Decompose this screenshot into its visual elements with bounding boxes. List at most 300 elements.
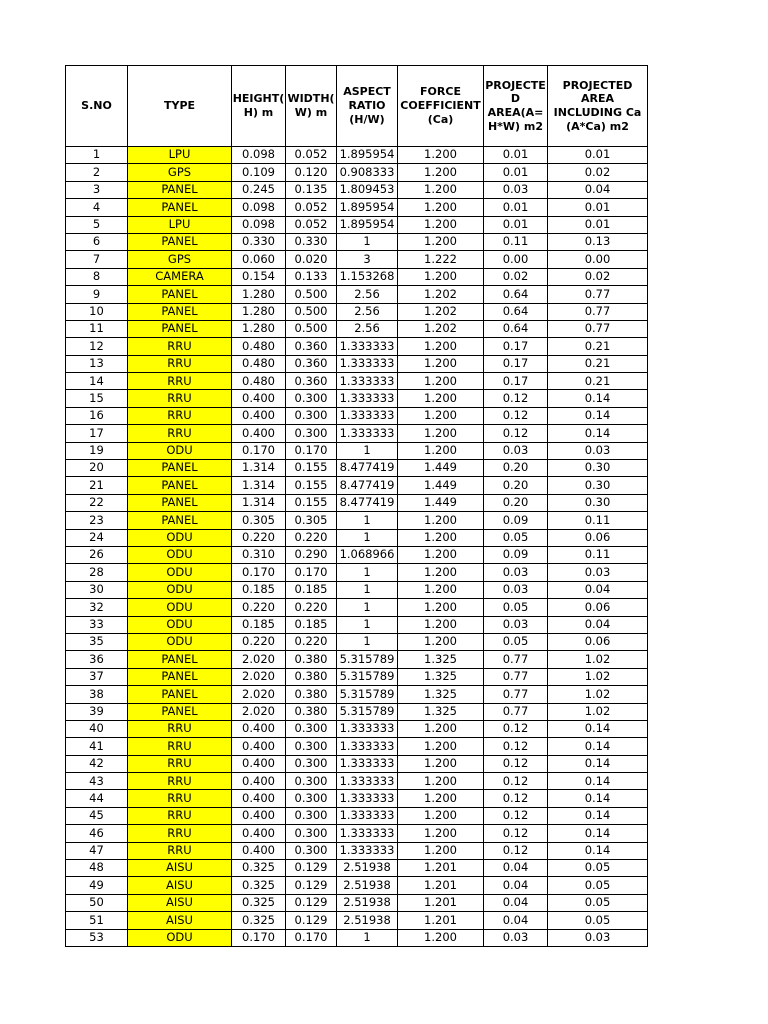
cell-projected-area: 0.12 <box>484 807 548 824</box>
table-row <box>66 790 648 807</box>
table-row <box>66 755 648 772</box>
cell-height: 1.314 <box>232 460 286 477</box>
cell-aspect-ratio: 2.56 <box>337 286 398 303</box>
cell-sno: 44 <box>66 790 128 807</box>
cell-force-coefficient: 1.449 <box>398 460 484 477</box>
cell-width: 0.380 <box>286 651 337 668</box>
cell-aspect-ratio: 1.153268 <box>337 268 398 285</box>
cell-sno: 14 <box>66 373 128 390</box>
cell-type: RRU <box>128 355 232 372</box>
cell-type: RRU <box>128 407 232 424</box>
table-row <box>66 390 648 407</box>
table-row <box>66 199 648 216</box>
table-row <box>66 216 648 233</box>
table-row <box>66 807 648 824</box>
cell-type: PANEL <box>128 199 232 216</box>
cell-sno: 20 <box>66 460 128 477</box>
cell-height: 0.245 <box>232 181 286 198</box>
table-row <box>66 720 648 737</box>
cell-projected-area: 0.20 <box>484 494 548 511</box>
cell-force-coefficient: 1.200 <box>398 338 484 355</box>
cell-projected-area: 0.20 <box>484 477 548 494</box>
cell-force-coefficient: 1.200 <box>398 581 484 598</box>
cell-aspect-ratio: 3 <box>337 251 398 268</box>
table-row <box>66 512 648 529</box>
header-projected-area: PROJECTE D AREA(A= H*W) m2 <box>484 66 548 147</box>
cell-width: 0.155 <box>286 460 337 477</box>
cell-projected-area-ca: 0.11 <box>548 546 648 563</box>
cell-projected-area: 0.12 <box>484 825 548 842</box>
cell-width: 0.300 <box>286 807 337 824</box>
cell-projected-area-ca: 0.14 <box>548 720 648 737</box>
cell-aspect-ratio: 1.895954 <box>337 216 398 233</box>
cell-projected-area-ca: 0.04 <box>548 581 648 598</box>
cell-type: ODU <box>128 581 232 598</box>
cell-width: 0.185 <box>286 581 337 598</box>
cell-type: ODU <box>128 564 232 581</box>
cell-projected-area: 0.05 <box>484 633 548 650</box>
cell-sno: 21 <box>66 477 128 494</box>
cell-height: 0.310 <box>232 546 286 563</box>
cell-aspect-ratio: 1.333333 <box>337 773 398 790</box>
cell-type: PANEL <box>128 477 232 494</box>
cell-projected-area: 0.11 <box>484 233 548 250</box>
table-row <box>66 407 648 424</box>
cell-projected-area-ca: 0.13 <box>548 233 648 250</box>
cell-type: RRU <box>128 807 232 824</box>
cell-force-coefficient: 1.200 <box>398 390 484 407</box>
cell-projected-area-ca: 0.14 <box>548 390 648 407</box>
cell-width: 0.052 <box>286 216 337 233</box>
cell-sno: 22 <box>66 494 128 511</box>
cell-aspect-ratio: 8.477419 <box>337 494 398 511</box>
cell-type: LPU <box>128 216 232 233</box>
cell-width: 0.380 <box>286 668 337 685</box>
cell-type: AISU <box>128 860 232 877</box>
cell-aspect-ratio: 1.333333 <box>337 738 398 755</box>
cell-projected-area-ca: 0.77 <box>548 320 648 337</box>
table-row <box>66 651 648 668</box>
cell-height: 0.330 <box>232 233 286 250</box>
header-width: WIDTH( W) m <box>286 66 337 147</box>
cell-height: 0.220 <box>232 633 286 650</box>
cell-sno: 19 <box>66 442 128 459</box>
cell-sno: 35 <box>66 633 128 650</box>
cell-projected-area-ca: 0.14 <box>548 407 648 424</box>
cell-sno: 45 <box>66 807 128 824</box>
cell-projected-area-ca: 0.21 <box>548 373 648 390</box>
table-row <box>66 181 648 198</box>
cell-type: RRU <box>128 390 232 407</box>
cell-projected-area: 0.09 <box>484 546 548 563</box>
cell-aspect-ratio: 0.908333 <box>337 164 398 181</box>
cell-aspect-ratio: 2.56 <box>337 303 398 320</box>
cell-sno: 39 <box>66 703 128 720</box>
cell-type: RRU <box>128 720 232 737</box>
cell-type: PANEL <box>128 686 232 703</box>
cell-height: 0.480 <box>232 355 286 372</box>
table-row <box>66 599 648 616</box>
cell-projected-area-ca: 0.06 <box>548 599 648 616</box>
cell-projected-area: 0.04 <box>484 912 548 929</box>
cell-type: RRU <box>128 825 232 842</box>
cell-sno: 5 <box>66 216 128 233</box>
table-row <box>66 912 648 929</box>
table-row <box>66 164 648 181</box>
cell-width: 0.155 <box>286 494 337 511</box>
cell-width: 0.052 <box>286 199 337 216</box>
table-row <box>66 477 648 494</box>
cell-sno: 4 <box>66 199 128 216</box>
cell-aspect-ratio: 1.333333 <box>337 338 398 355</box>
header-projected-area-ca: PROJECTED AREA INCLUDING Ca (A*Ca) m2 <box>548 66 648 147</box>
cell-width: 0.300 <box>286 720 337 737</box>
cell-projected-area-ca: 0.14 <box>548 842 648 859</box>
cell-projected-area: 0.01 <box>484 199 548 216</box>
table-row <box>66 860 648 877</box>
cell-sno: 3 <box>66 181 128 198</box>
cell-projected-area: 0.77 <box>484 651 548 668</box>
cell-projected-area-ca: 1.02 <box>548 686 648 703</box>
cell-type: RRU <box>128 338 232 355</box>
cell-aspect-ratio: 1 <box>337 633 398 650</box>
cell-projected-area-ca: 0.05 <box>548 877 648 894</box>
cell-projected-area-ca: 0.04 <box>548 181 648 198</box>
cell-width: 0.380 <box>286 686 337 703</box>
cell-sno: 11 <box>66 320 128 337</box>
table-row <box>66 738 648 755</box>
cell-sno: 41 <box>66 738 128 755</box>
cell-force-coefficient: 1.200 <box>398 181 484 198</box>
cell-projected-area: 0.09 <box>484 512 548 529</box>
cell-type: RRU <box>128 790 232 807</box>
table-row <box>66 147 648 164</box>
cell-width: 0.300 <box>286 790 337 807</box>
cell-aspect-ratio: 2.51938 <box>337 894 398 911</box>
cell-force-coefficient: 1.200 <box>398 929 484 946</box>
cell-projected-area-ca: 1.02 <box>548 703 648 720</box>
cell-projected-area: 0.01 <box>484 147 548 164</box>
table-row <box>66 703 648 720</box>
cell-width: 0.500 <box>286 320 337 337</box>
cell-width: 0.300 <box>286 390 337 407</box>
cell-height: 0.325 <box>232 894 286 911</box>
cell-aspect-ratio: 1.333333 <box>337 720 398 737</box>
cell-height: 2.020 <box>232 668 286 685</box>
cell-force-coefficient: 1.201 <box>398 877 484 894</box>
cell-projected-area: 0.03 <box>484 581 548 598</box>
cell-projected-area: 0.03 <box>484 616 548 633</box>
table-row <box>66 355 648 372</box>
cell-aspect-ratio: 2.51938 <box>337 860 398 877</box>
table-row <box>66 686 648 703</box>
cell-aspect-ratio: 2.51938 <box>337 877 398 894</box>
cell-type: PANEL <box>128 286 232 303</box>
cell-width: 0.360 <box>286 373 337 390</box>
cell-projected-area: 0.17 <box>484 338 548 355</box>
cell-aspect-ratio: 1.333333 <box>337 355 398 372</box>
cell-projected-area-ca: 0.05 <box>548 860 648 877</box>
cell-width: 0.330 <box>286 233 337 250</box>
cell-width: 0.300 <box>286 425 337 442</box>
cell-projected-area-ca: 0.11 <box>548 512 648 529</box>
cell-force-coefficient: 1.222 <box>398 251 484 268</box>
cell-height: 0.400 <box>232 842 286 859</box>
cell-type: RRU <box>128 425 232 442</box>
cell-aspect-ratio: 1 <box>337 564 398 581</box>
table-row <box>66 894 648 911</box>
cell-type: ODU <box>128 929 232 946</box>
cell-projected-area: 0.05 <box>484 529 548 546</box>
cell-width: 0.133 <box>286 268 337 285</box>
cell-sno: 30 <box>66 581 128 598</box>
cell-width: 0.129 <box>286 860 337 877</box>
cell-type: GPS <box>128 164 232 181</box>
cell-projected-area: 0.03 <box>484 564 548 581</box>
cell-force-coefficient: 1.200 <box>398 512 484 529</box>
cell-force-coefficient: 1.200 <box>398 373 484 390</box>
cell-force-coefficient: 1.201 <box>398 894 484 911</box>
cell-projected-area-ca: 0.04 <box>548 616 648 633</box>
cell-height: 0.400 <box>232 825 286 842</box>
cell-sno: 50 <box>66 894 128 911</box>
cell-sno: 10 <box>66 303 128 320</box>
cell-type: ODU <box>128 633 232 650</box>
cell-projected-area: 0.12 <box>484 773 548 790</box>
cell-force-coefficient: 1.200 <box>398 564 484 581</box>
cell-sno: 9 <box>66 286 128 303</box>
cell-force-coefficient: 1.200 <box>398 546 484 563</box>
header-row <box>66 66 648 147</box>
table-row <box>66 233 648 250</box>
cell-force-coefficient: 1.200 <box>398 755 484 772</box>
cell-width: 0.360 <box>286 355 337 372</box>
cell-projected-area: 0.12 <box>484 755 548 772</box>
cell-height: 0.220 <box>232 529 286 546</box>
cell-width: 0.300 <box>286 842 337 859</box>
cell-height: 1.314 <box>232 494 286 511</box>
cell-height: 1.280 <box>232 320 286 337</box>
cell-aspect-ratio: 1 <box>337 599 398 616</box>
cell-height: 0.325 <box>232 912 286 929</box>
cell-width: 0.170 <box>286 929 337 946</box>
cell-projected-area-ca: 0.03 <box>548 564 648 581</box>
cell-force-coefficient: 1.200 <box>398 425 484 442</box>
cell-projected-area-ca: 0.06 <box>548 529 648 546</box>
cell-height: 1.280 <box>232 286 286 303</box>
cell-sno: 1 <box>66 147 128 164</box>
cell-force-coefficient: 1.201 <box>398 912 484 929</box>
cell-force-coefficient: 1.200 <box>398 633 484 650</box>
cell-aspect-ratio: 1.333333 <box>337 755 398 772</box>
cell-projected-area: 0.20 <box>484 460 548 477</box>
cell-aspect-ratio: 1.895954 <box>337 199 398 216</box>
cell-height: 0.170 <box>232 564 286 581</box>
cell-force-coefficient: 1.200 <box>398 147 484 164</box>
cell-type: ODU <box>128 442 232 459</box>
cell-sno: 8 <box>66 268 128 285</box>
cell-height: 0.185 <box>232 616 286 633</box>
cell-type: PANEL <box>128 233 232 250</box>
cell-width: 0.129 <box>286 894 337 911</box>
cell-height: 0.400 <box>232 755 286 772</box>
cell-projected-area: 0.00 <box>484 251 548 268</box>
cell-type: AISU <box>128 894 232 911</box>
cell-type: PANEL <box>128 181 232 198</box>
cell-sno: 36 <box>66 651 128 668</box>
table-row <box>66 286 648 303</box>
cell-aspect-ratio: 1 <box>337 442 398 459</box>
cell-force-coefficient: 1.200 <box>398 616 484 633</box>
cell-height: 0.400 <box>232 720 286 737</box>
cell-type: ODU <box>128 599 232 616</box>
cell-force-coefficient: 1.200 <box>398 233 484 250</box>
cell-aspect-ratio: 1.333333 <box>337 390 398 407</box>
table-row <box>66 773 648 790</box>
table-row <box>66 442 648 459</box>
cell-projected-area: 0.64 <box>484 286 548 303</box>
cell-projected-area-ca: 0.14 <box>548 825 648 842</box>
cell-aspect-ratio: 1 <box>337 233 398 250</box>
cell-aspect-ratio: 8.477419 <box>337 460 398 477</box>
table-row <box>66 546 648 563</box>
cell-aspect-ratio: 2.51938 <box>337 912 398 929</box>
cell-width: 0.120 <box>286 164 337 181</box>
table-row <box>66 929 648 946</box>
cell-type: AISU <box>128 877 232 894</box>
table-row <box>66 842 648 859</box>
cell-projected-area: 0.77 <box>484 703 548 720</box>
cell-force-coefficient: 1.325 <box>398 686 484 703</box>
cell-force-coefficient: 1.325 <box>398 651 484 668</box>
cell-type: PANEL <box>128 320 232 337</box>
table-row <box>66 320 648 337</box>
cell-force-coefficient: 1.200 <box>398 164 484 181</box>
cell-aspect-ratio: 1.809453 <box>337 181 398 198</box>
cell-projected-area: 0.77 <box>484 686 548 703</box>
cell-projected-area-ca: 0.77 <box>548 303 648 320</box>
cell-height: 0.154 <box>232 268 286 285</box>
cell-projected-area: 0.03 <box>484 442 548 459</box>
cell-sno: 7 <box>66 251 128 268</box>
cell-width: 0.129 <box>286 912 337 929</box>
cell-sno: 37 <box>66 668 128 685</box>
cell-projected-area-ca: 0.06 <box>548 633 648 650</box>
table-row <box>66 633 648 650</box>
table-row <box>66 616 648 633</box>
cell-width: 0.300 <box>286 407 337 424</box>
cell-projected-area: 0.12 <box>484 390 548 407</box>
table-row <box>66 268 648 285</box>
cell-type: PANEL <box>128 651 232 668</box>
cell-height: 2.020 <box>232 651 286 668</box>
cell-projected-area-ca: 0.03 <box>548 929 648 946</box>
cell-type: RRU <box>128 738 232 755</box>
cell-type: LPU <box>128 147 232 164</box>
cell-aspect-ratio: 1.333333 <box>337 407 398 424</box>
cell-width: 0.300 <box>286 755 337 772</box>
cell-sno: 28 <box>66 564 128 581</box>
cell-height: 0.170 <box>232 929 286 946</box>
cell-aspect-ratio: 5.315789 <box>337 651 398 668</box>
table-row <box>66 460 648 477</box>
table-row <box>66 825 648 842</box>
cell-aspect-ratio: 1.333333 <box>337 842 398 859</box>
cell-height: 0.400 <box>232 738 286 755</box>
cell-type: AISU <box>128 912 232 929</box>
cell-aspect-ratio: 5.315789 <box>337 686 398 703</box>
cell-width: 0.500 <box>286 286 337 303</box>
cell-type: RRU <box>128 842 232 859</box>
cell-type: PANEL <box>128 703 232 720</box>
cell-height: 0.109 <box>232 164 286 181</box>
cell-width: 0.300 <box>286 738 337 755</box>
cell-force-coefficient: 1.200 <box>398 720 484 737</box>
cell-projected-area-ca: 0.14 <box>548 773 648 790</box>
cell-width: 0.300 <box>286 773 337 790</box>
cell-force-coefficient: 1.200 <box>398 738 484 755</box>
cell-height: 0.480 <box>232 338 286 355</box>
cell-width: 0.305 <box>286 512 337 529</box>
cell-width: 0.170 <box>286 442 337 459</box>
table-row <box>66 877 648 894</box>
cell-force-coefficient: 1.325 <box>398 703 484 720</box>
cell-sno: 17 <box>66 425 128 442</box>
cell-projected-area-ca: 0.02 <box>548 268 648 285</box>
cell-projected-area: 0.04 <box>484 877 548 894</box>
cell-sno: 49 <box>66 877 128 894</box>
header-type: TYPE <box>128 66 232 147</box>
cell-force-coefficient: 1.200 <box>398 199 484 216</box>
cell-force-coefficient: 1.202 <box>398 286 484 303</box>
cell-height: 0.185 <box>232 581 286 598</box>
cell-aspect-ratio: 5.315789 <box>337 703 398 720</box>
cell-sno: 16 <box>66 407 128 424</box>
cell-height: 2.020 <box>232 686 286 703</box>
cell-force-coefficient: 1.200 <box>398 216 484 233</box>
cell-width: 0.170 <box>286 564 337 581</box>
cell-projected-area-ca: 0.30 <box>548 477 648 494</box>
cell-height: 1.280 <box>232 303 286 320</box>
cell-sno: 33 <box>66 616 128 633</box>
cell-force-coefficient: 1.200 <box>398 790 484 807</box>
cell-sno: 51 <box>66 912 128 929</box>
cell-sno: 24 <box>66 529 128 546</box>
table-row <box>66 494 648 511</box>
cell-projected-area: 0.01 <box>484 164 548 181</box>
table-body <box>66 147 648 947</box>
cell-height: 0.400 <box>232 807 286 824</box>
cell-sno: 12 <box>66 338 128 355</box>
cell-type: ODU <box>128 616 232 633</box>
cell-height: 0.325 <box>232 860 286 877</box>
cell-type: CAMERA <box>128 268 232 285</box>
cell-aspect-ratio: 1.333333 <box>337 373 398 390</box>
cell-type: RRU <box>128 373 232 390</box>
cell-projected-area: 0.03 <box>484 929 548 946</box>
cell-projected-area: 0.77 <box>484 668 548 685</box>
cell-projected-area: 0.05 <box>484 599 548 616</box>
header-aspect-ratio: ASPECT RATIO (H/W) <box>337 66 398 147</box>
cell-height: 0.325 <box>232 877 286 894</box>
cell-force-coefficient: 1.200 <box>398 842 484 859</box>
cell-aspect-ratio: 1 <box>337 529 398 546</box>
cell-aspect-ratio: 1.895954 <box>337 147 398 164</box>
cell-sno: 43 <box>66 773 128 790</box>
cell-projected-area: 0.02 <box>484 268 548 285</box>
cell-aspect-ratio: 1 <box>337 929 398 946</box>
table-row <box>66 373 648 390</box>
